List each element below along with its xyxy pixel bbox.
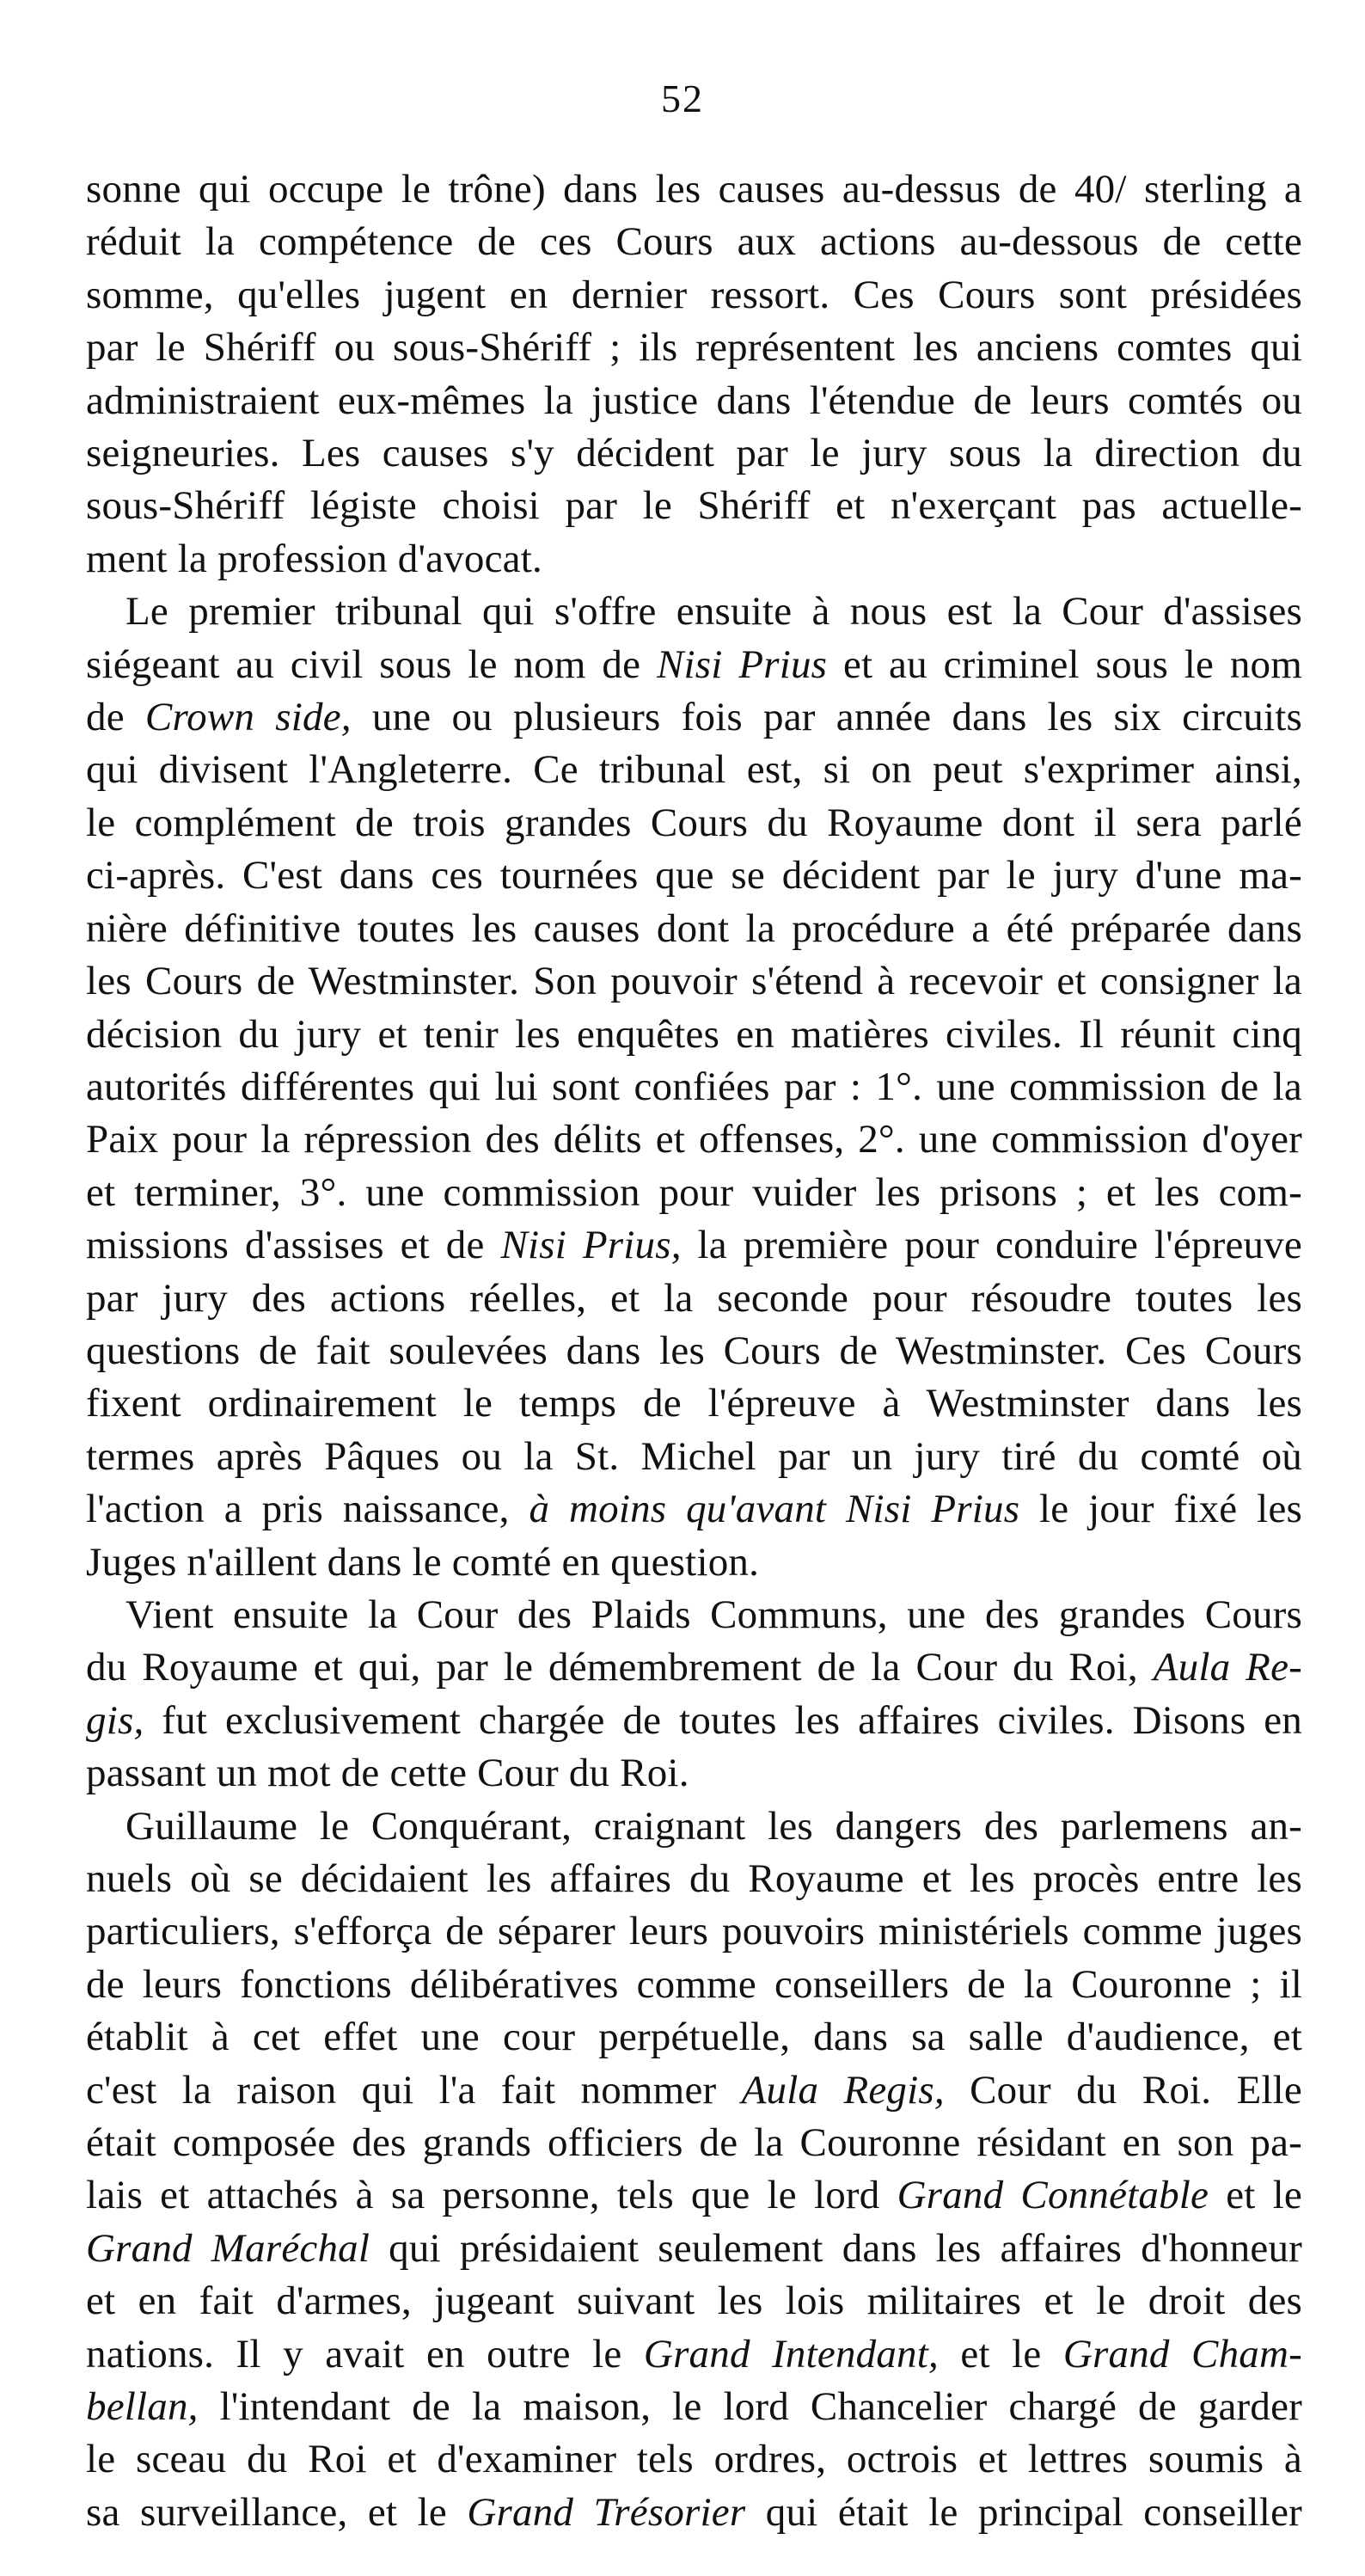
text-line: passant un mot de cette Cour du Roi. <box>86 1751 689 1796</box>
text-line: ment la profession d'avocat. <box>86 536 542 581</box>
italic-term: Grand Intendant, <box>643 2331 939 2377</box>
italic-term: Aula Regis, <box>741 2067 945 2113</box>
italic-term: à moins qu'avant Nisi Prius <box>529 1487 1020 1532</box>
text-line: établit à cet effet une cour perpétuelle, dans sa salle d'audience, et <box>86 2015 1302 2060</box>
text-line: seigneuries. Les causes s'y décident par le jury sous la direction du <box>86 431 1302 476</box>
text-line: qui divisent l'Angleterre. Ce tribunal est, si on peut s'exprimer ainsi, <box>86 747 1302 793</box>
italic-term: Nisi Prius <box>656 641 828 687</box>
italic-term: bellan, <box>86 2384 199 2430</box>
text-line: était composée des grands officiers de la Couronne résidant en son pa- <box>86 2120 1302 2166</box>
text-line: Juges n'aillent dans le comté en question. <box>86 1539 760 1585</box>
text-line: termes après Pâques ou la St. Michel par un jury tiré du comté où <box>86 1433 1302 1479</box>
body-text <box>86 163 1302 2539</box>
text-line: décision du jury et tenir les enquêtes en matières civiles. Il réunit cinq <box>86 1011 1302 1057</box>
text-line: sonne qui occupe le trône) dans les causes au-dessus de 40/ sterling a <box>86 167 1302 212</box>
text-line: nuels où se décidaient les affaires du Royaume et les procès entre les <box>86 1856 1302 1901</box>
italic-term: gis, <box>86 1697 144 1743</box>
text-line: Vient ensuite la Cour des Plaids Communs, une des grandes Cours <box>125 1592 1302 1637</box>
text-line: gis, fut exclusivement chargée de toutes les affaires civiles. Disons en <box>86 1697 1302 1743</box>
italic-term: Nisi Prius, <box>500 1223 682 1268</box>
italic-term: Grand Cham- <box>1062 2331 1302 2377</box>
text-line: réduit la compétence de ces Cours aux actions au-dessous de cette <box>86 219 1302 265</box>
text-line: fixent ordinairement le temps de l'épreuve à Westminster dans les <box>86 1381 1302 1426</box>
text-line: de leurs fonctions délibératives comme conseillers de la Couronne ; il <box>86 1961 1302 2007</box>
text-line: c'est la raison qui l'a fait nommer Aula Regis, Cour du Roi. Elle <box>86 2067 1302 2113</box>
text-line: autorités différentes qui lui sont confiées par : 1°. une commission de la <box>86 1064 1302 1109</box>
text-line: particuliers, s'efforça de séparer leurs pouvoirs ministériels comme juges <box>86 1909 1302 1954</box>
text-line: par le Shériff ou sous-Shériff ; ils représentent les anciens comtes qui <box>86 325 1302 371</box>
paragraph-3 <box>86 1589 1302 1800</box>
text-line: bellan, l'intendant de la maison, le lord Chancelier chargé de garder <box>86 2384 1302 2430</box>
text-line: nations. Il y avait en outre le Grand Intendant, et le Grand Cham- <box>86 2331 1302 2377</box>
text-line: Paix pour la répression des délits et offenses, 2°. une commission d'oyer <box>86 1117 1302 1162</box>
paragraph-1 <box>86 163 1302 586</box>
text-line: administraient eux-mêmes la justice dans l'étendue de leurs comtés ou <box>86 377 1302 423</box>
text-line: de Crown side, une ou plusieurs fois par année dans les six circuits <box>86 695 1303 740</box>
text-line: et en fait d'armes, jugeant suivant les lois militaires et le droit des <box>86 2279 1302 2324</box>
text-line: les Cours de Westminster. Son pouvoir s'étend à recevoir et consigner la <box>86 959 1302 1004</box>
italic-term: Grand Trésorier <box>467 2489 746 2535</box>
text-line: lais et attachés à sa personne, tels que le lord Grand Connétable et le <box>86 2173 1302 2218</box>
italic-term: Grand Maréchal <box>86 2225 370 2271</box>
text-line: Grand Maréchal qui présidaient seulement dans les affaires d'honneur <box>86 2225 1302 2271</box>
paragraph-2 <box>86 586 1302 1589</box>
text-line: Guillaume le Conquérant, craignant les dangers des parlemens an- <box>125 1803 1302 1849</box>
text-line: nière définitive toutes les causes dont la procédure a été préparée dans <box>86 905 1302 951</box>
text-line: Le premier tribunal qui s'offre ensuite à nous est la Cour d'assises <box>125 589 1302 635</box>
text-line: et terminer, 3°. une commission pour vuider les prisons ; et les com- <box>86 1169 1302 1215</box>
text-line: du Royaume et qui, par le démembrement de la Cour du Roi, Aula Re- <box>86 1645 1302 1690</box>
text-line: somme, qu'elles jugent en dernier ressort. Ces Cours sont présidées <box>86 272 1302 317</box>
text-line: par jury des actions réelles, et la seconde pour résoudre toutes les <box>86 1275 1302 1321</box>
italic-term: Crown side, <box>144 695 352 740</box>
text-line: le complément de trois grandes Cours du Royaume dont il sera parlé <box>86 800 1302 845</box>
text-line: missions d'assises et de Nisi Prius, la première pour conduire l'épreuve <box>86 1223 1302 1268</box>
text-line: sous-Shériff légiste choisi par le Shériff et n'exerçant pas actuelle- <box>86 483 1302 529</box>
text-line: sa surveillance, et le Grand Trésorier qui était le principal conseiller <box>86 2489 1302 2535</box>
text-line: questions de fait soulevées dans les Cours de Westminster. Ces Cours <box>86 1328 1302 1373</box>
italic-term: Aula Re- <box>1153 1645 1302 1690</box>
paragraph-4 <box>86 1800 1302 2540</box>
text-line: le sceau du Roi et d'examiner tels ordres, octrois et lettres soumis à <box>86 2437 1302 2482</box>
text-line: l'action a pris naissance, à moins qu'avant Nisi Prius le jour fixé les <box>86 1487 1302 1532</box>
text-line: siégeant au civil sous le nom de Nisi Prius et au criminel sous le nom <box>86 641 1303 687</box>
italic-term: Grand Connétable <box>897 2173 1209 2218</box>
page-number: 52 <box>661 77 704 120</box>
text-line: ci-après. C'est dans ces tournées que se décident par le jury d'une ma- <box>86 853 1302 899</box>
